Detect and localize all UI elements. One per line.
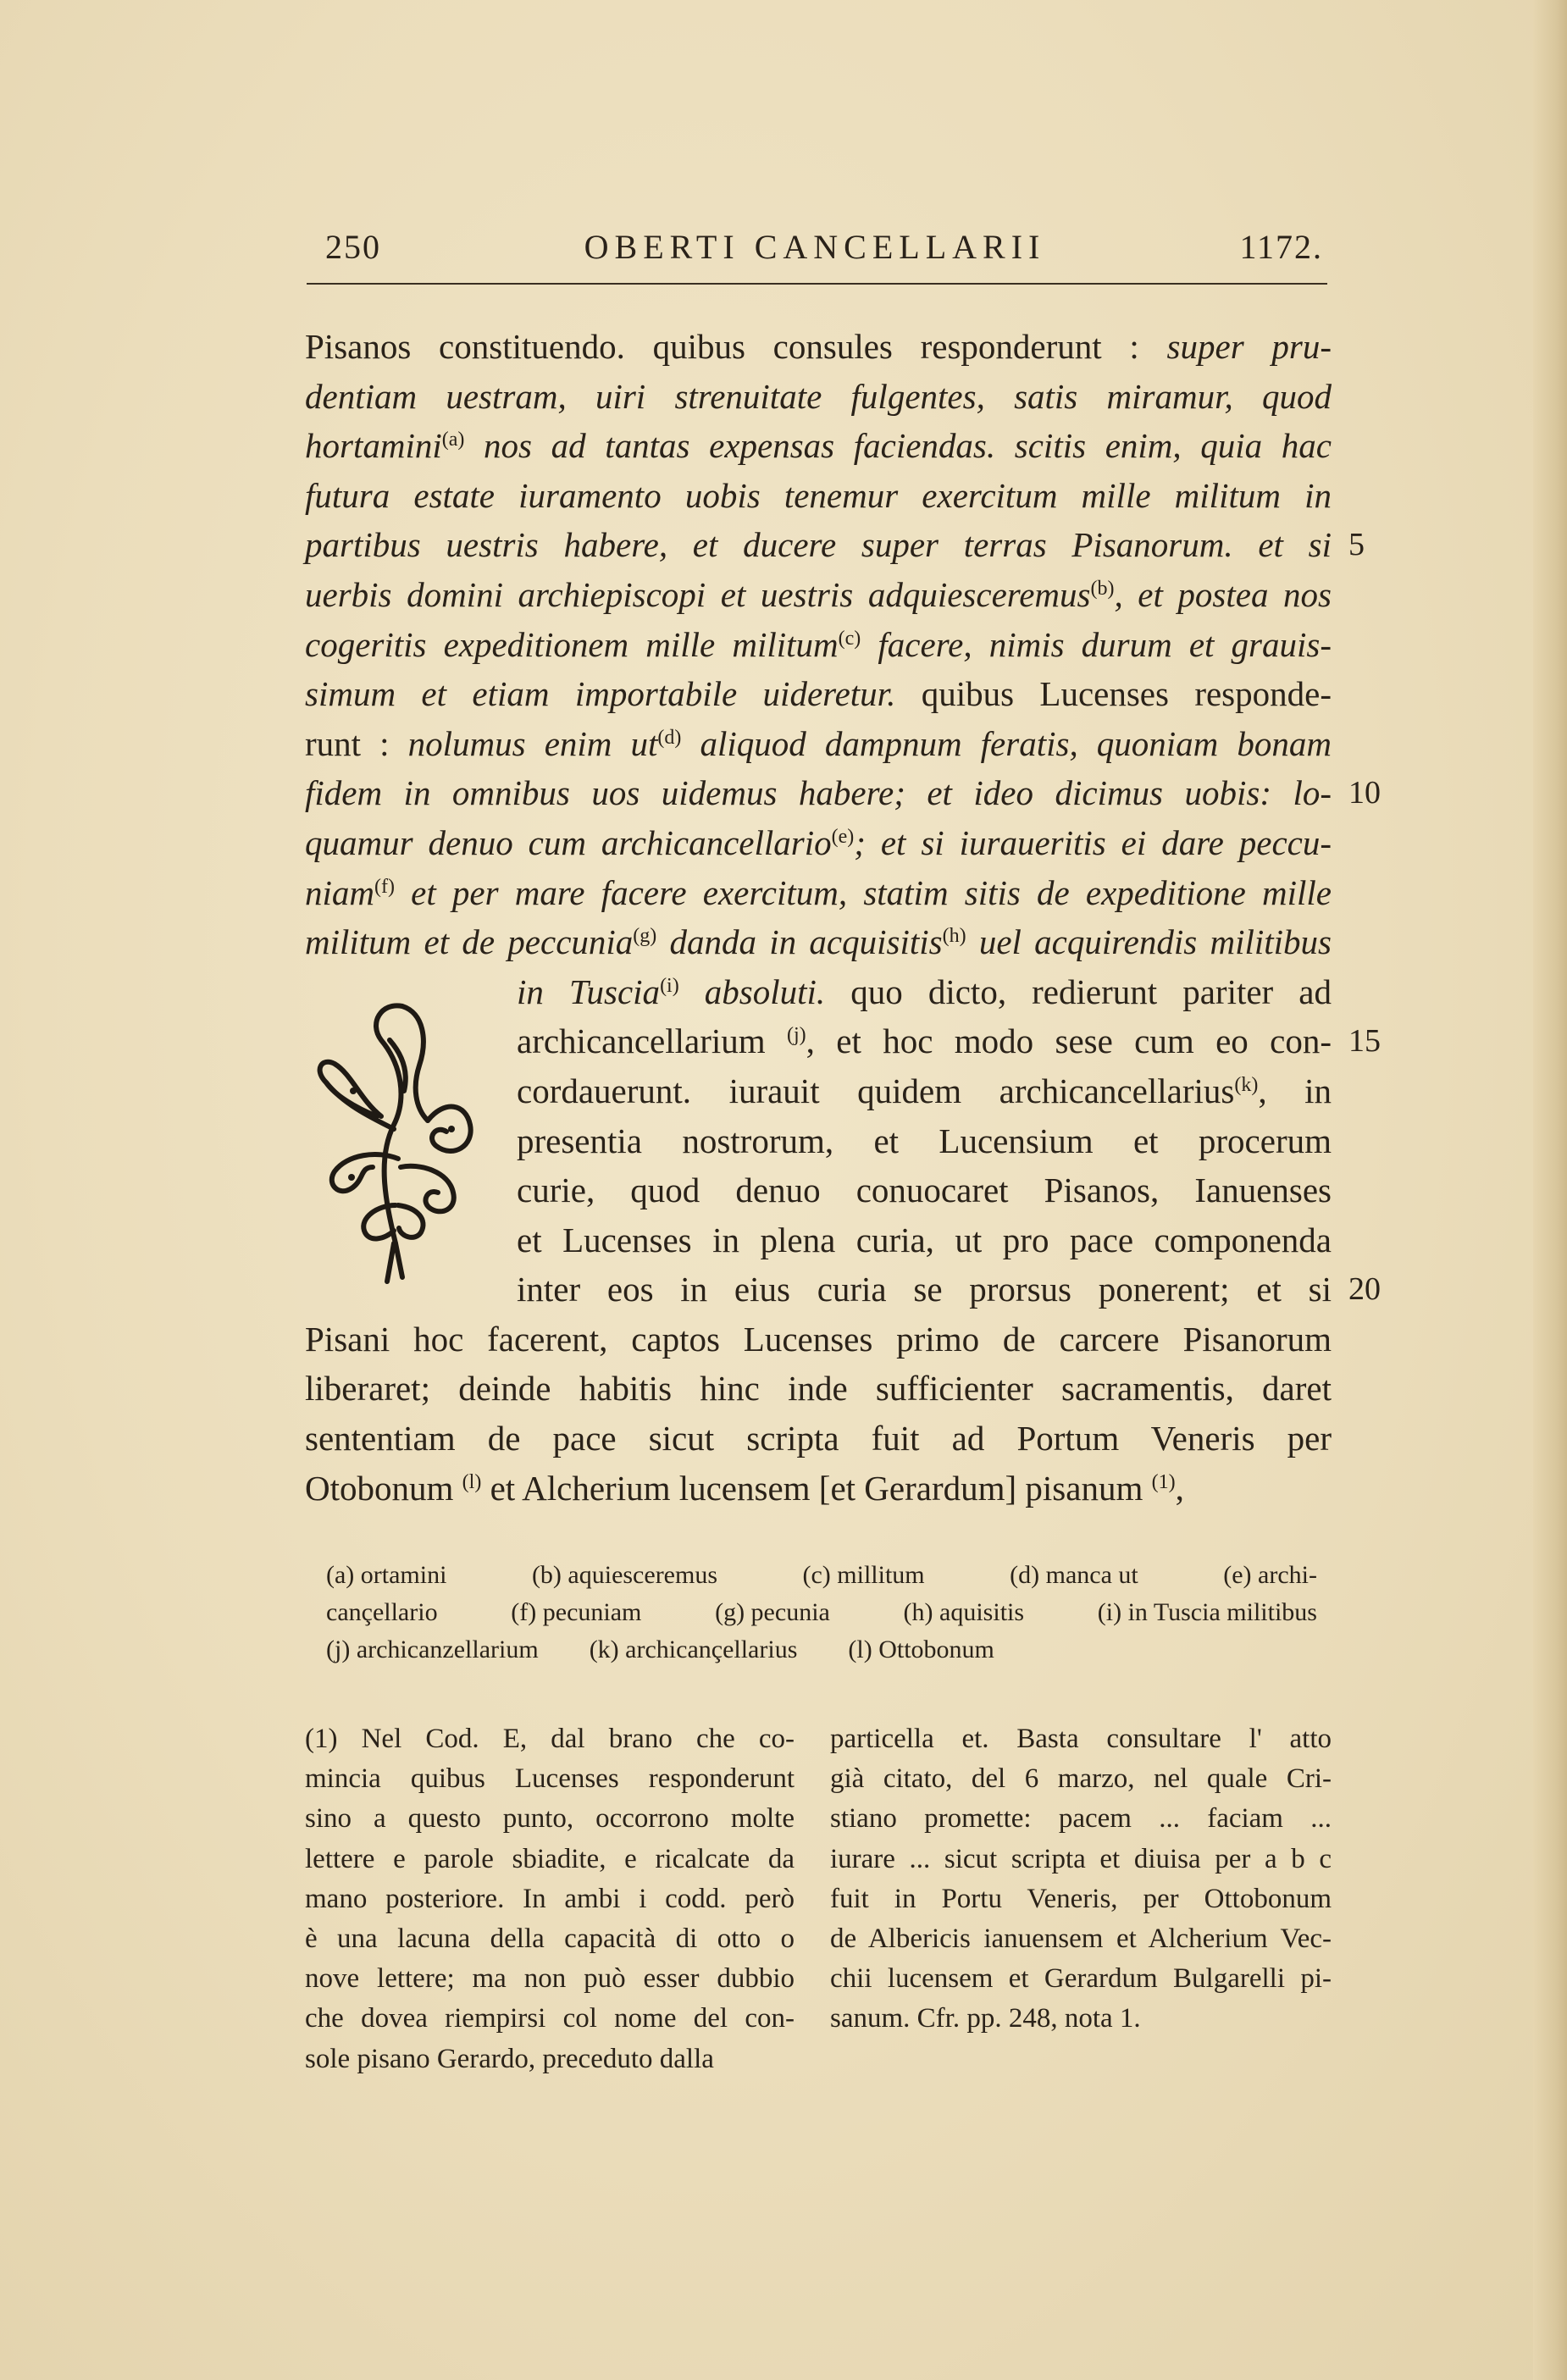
text-segment: , in (1258, 1071, 1332, 1110)
text-segment: niam (305, 872, 374, 912)
variant-note: (l) Ottobonum (848, 1636, 994, 1663)
text-segment: , et postea nos (1114, 574, 1332, 614)
text-line (305, 322, 1332, 372)
variant-note: (i) in Tuscia militibus (1097, 1598, 1317, 1626)
text-segment: fidem in omnibus uos uidemus habere; et ideo dicimus uobis: lo- (305, 773, 1332, 813)
text-segment: , (1175, 1468, 1184, 1508)
page-edge (1533, 0, 1567, 2380)
text-segment: (f) (374, 875, 395, 898)
running-title: OBERTI CANCELLARII (584, 228, 1046, 266)
commentary-line: stiano promette: pacem ... faciam ... (830, 1803, 1332, 1835)
commentary-right-column (830, 1719, 1332, 2079)
text-segment: aliquod dampnum feratis, quoniam bonam (681, 723, 1332, 763)
variant-note: (b) aquiesceremus (531, 1561, 718, 1589)
text-segment: futura estate iuramento uobis tenemur exercitum mille militum in (305, 475, 1332, 515)
variant-note: (h) aquisitis (903, 1598, 1025, 1626)
main-text (305, 322, 1381, 1513)
text-line (305, 520, 1365, 570)
variant-note: (a) ortamini (326, 1561, 447, 1589)
text-line (305, 868, 1332, 918)
text-segment: , et hoc modo sese cum eo con- (806, 1021, 1332, 1061)
text-segment: (k) (1234, 1073, 1259, 1096)
line-number: 10 (1348, 775, 1381, 811)
text-segment: cordauerunt. iurauit quidem archicancellarius (517, 1071, 1235, 1110)
text-line (517, 967, 1332, 1017)
text-segment: super pru- (1166, 327, 1332, 366)
commentary-line: che dovea riempirsi col nome del con- (305, 2003, 795, 2034)
page-number: 250 (325, 228, 381, 266)
text-segment: quo dicto, redierunt pariter ad (825, 971, 1332, 1011)
running-header (307, 227, 1323, 286)
text-segment: Otobonum (305, 1468, 462, 1508)
line-number: 5 (1348, 527, 1365, 563)
text-segment: archicancellarium (517, 1021, 787, 1061)
text-segment: dentiam uestram, uiri strenuitate fulgentes, satis miramur, quod (305, 376, 1332, 416)
text-segment: (e) (831, 825, 855, 848)
running-year: 1172. (1239, 228, 1323, 266)
text-segment: et per mare facere exercitum, statim sitis de expeditione mille (394, 872, 1332, 912)
text-line (305, 372, 1332, 422)
commentary-line: sino a questo punto, occorrono molte (305, 1803, 795, 1835)
text-segment: et Alcherium lucensem [et Gerardum] pisanum (481, 1468, 1152, 1508)
commentary-line: chii lucensem et Gerardum Bulgarelli pi- (830, 1963, 1332, 1995)
text-line (305, 1464, 1332, 1514)
text-segment: (g) (633, 925, 657, 948)
text-segment: uerbis domini archiepiscopi et uestris adquiesceremus (305, 574, 1091, 614)
text-line (305, 620, 1332, 670)
text-line (305, 1414, 1332, 1464)
commentary-line: già citato, del 6 marzo, nel quale Cri- (830, 1763, 1332, 1795)
variant-note: (g) pecunia (715, 1598, 830, 1626)
text-segment: facere, nimis durum et grauis- (861, 624, 1332, 664)
text-segment: danda in acquisitis (656, 922, 943, 962)
text-line (517, 1265, 1381, 1315)
commentary-line: (1) Nel Cod. E, dal brano che co- (305, 1724, 795, 1754)
text-line (517, 1165, 1332, 1215)
variant-note: (e) archi- (1223, 1561, 1317, 1589)
text-line (305, 669, 1332, 719)
commentary-line: lettere e parole sbiadite, e ricalcate da (305, 1843, 795, 1874)
variant-note: (k) archicançellarius (589, 1636, 798, 1663)
text-segment: presentia nostrorum, et Lucensium et procerum (517, 1121, 1332, 1160)
variant-row (326, 1557, 1317, 1594)
text-segment: ; et si iuraueritis ei dare peccu- (854, 822, 1332, 862)
commentary-line: particella et. Basta consultare l' atto (830, 1724, 1332, 1754)
commentary-line: mano posteriore. In ambi i codd. però (305, 1883, 795, 1914)
commentary-line: è una lacuna della capacità di otto o (305, 1923, 795, 1954)
text-segment: inter eos in eius curia se prorsus ponerent; et si (517, 1270, 1332, 1309)
text-segment: (j) (787, 1024, 806, 1047)
commentary-line: nove lettere; ma non può esser dubbio (305, 1963, 795, 1995)
line-number: 15 (1348, 1023, 1381, 1060)
text-segment: cogeritis expeditionem mille militum (305, 624, 839, 664)
text-segment: Pisani hoc facerent, captos Lucenses primo de carcere Pisanorum (305, 1319, 1332, 1359)
text-segment: (l) (462, 1470, 482, 1493)
text-segment: (h) (942, 925, 966, 948)
text-segment: quamur denuo cum archicancellario (305, 822, 832, 862)
commentary-line: iurare ... sicut scripta et diuisa per a b c (830, 1843, 1332, 1874)
text-segment: curie, quod denuo conuocaret Pisanos, Ianuenses (517, 1171, 1332, 1210)
text-line (305, 471, 1332, 521)
commentary-line (830, 2040, 1332, 2079)
variant-note: (d) manca ut (1010, 1561, 1138, 1589)
text-segment: uel acquirendis militibus (966, 922, 1332, 962)
text-segment: (b) (1090, 577, 1115, 600)
text-segment: (i) (660, 974, 679, 997)
variant-note: cançellario (326, 1598, 438, 1626)
text-segment: quibus Lucenses responde- (895, 674, 1332, 714)
text-segment: et Lucenses in plena curia, ut pro pace componenda (517, 1220, 1332, 1259)
text-segment: nos ad tantas expensas faciendas. scitis enim, quia hac (464, 426, 1332, 466)
commentary-line: sanum. Cfr. pp. 248, nota 1. (830, 2003, 1141, 2034)
commentary-line: fuit in Portu Veneris, per Ottobonum (830, 1883, 1332, 1914)
text-line (305, 570, 1332, 620)
commentary-line: mincia quibus Lucenses responderunt (305, 1763, 795, 1795)
text-line (305, 917, 1332, 967)
variant-row (326, 1631, 1317, 1669)
text-line (305, 1315, 1332, 1364)
text-line (305, 818, 1332, 868)
variant-note: (f) pecuniam (511, 1598, 642, 1626)
text-segment: simum et etiam importabile uideretur. (305, 674, 896, 714)
text-segment: absoluti. (678, 971, 826, 1011)
line-number: 20 (1348, 1271, 1381, 1308)
text-line (305, 719, 1332, 769)
text-segment: (1) (1151, 1470, 1176, 1493)
text-segment: partibus uestris habere, et ducere super terras Pisanorum. et si (305, 525, 1332, 565)
text-segment: (d) (657, 726, 682, 749)
text-line (517, 1215, 1332, 1265)
variant-notes (326, 1557, 1317, 1669)
text-segment: in Tuscia (517, 971, 661, 1011)
variant-note: (c) millitum (802, 1561, 925, 1589)
text-line (517, 1016, 1381, 1066)
commentary-line: sole pisano Gerardo, preceduto dalla (305, 2043, 714, 2074)
text-segment: hortamini (305, 426, 442, 466)
text-line (517, 1066, 1332, 1116)
text-segment: liberaret; deinde habitis hinc inde sufficienter sacramentis, daret (305, 1369, 1332, 1409)
text-segment: Pisanos constituendo. quibus consules responderunt : (305, 327, 1167, 366)
text-line (305, 768, 1381, 818)
commentary-line: de Albericis ianuensem et Alcherium Vec- (830, 1923, 1332, 1954)
text-segment: (a) (441, 429, 465, 451)
variant-row (326, 1594, 1317, 1631)
header-rule (307, 283, 1327, 285)
text-line (305, 1364, 1332, 1414)
variant-note: (j) archicanzellarium (326, 1636, 539, 1663)
text-segment: sententiam de pace sicut scripta fuit ad Portum Veneris per (305, 1419, 1332, 1458)
commentary-left-column (305, 1719, 795, 2079)
text-line (517, 1116, 1332, 1166)
text-segment: runt : (305, 723, 408, 763)
text-segment: militum et de peccunia (305, 922, 634, 962)
text-segment: nolumus enim ut (407, 723, 658, 763)
text-segment: (c) (838, 627, 861, 650)
text-line (305, 421, 1332, 471)
fleuron-ornament-icon (301, 989, 487, 1290)
